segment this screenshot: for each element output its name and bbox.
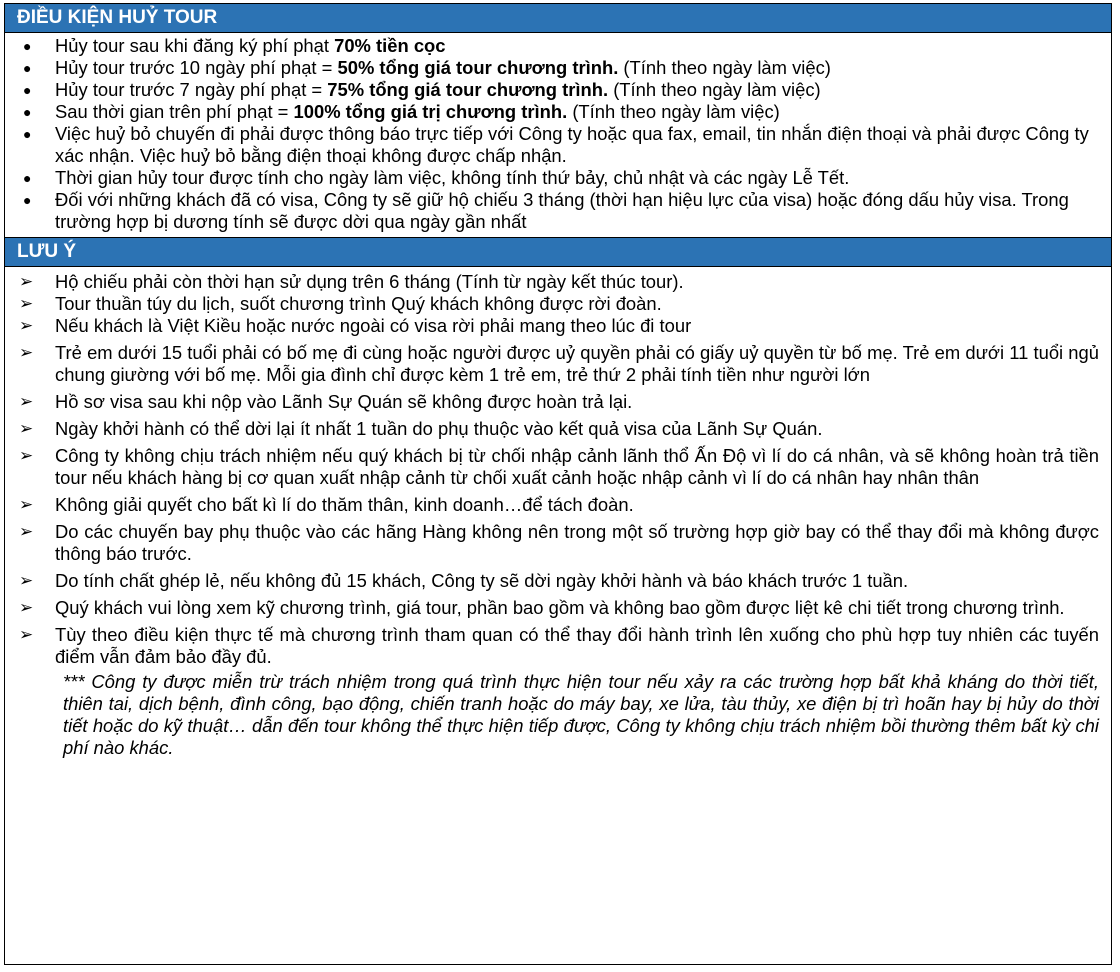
list-item [5,597,1111,619]
list-item [5,521,1111,565]
item-bold-text: 100% tổng giá trị chương trình. [293,101,568,122]
item-text: Thời gian hủy tour được tính cho ngày làm việc, không tính thứ bảy, chủ nhật và các ngày Lễ Tết. [55,167,850,188]
bullet-icon: ● [23,192,32,208]
item-text: Hủy tour trước 10 ngày phí phạt = [55,57,338,78]
item-bold-text: 50% tổng giá tour chương trình. [337,57,619,78]
list-item [5,494,1111,516]
item-text: Đối với những khách đã có visa, Công ty sẽ giữ hộ chiếu 3 tháng (thời hạn hiệu lực của visa) hoặc đóng dấu hủy visa. Trong trường hợp bị dương tính sẽ được dời qua ngày gần nhất [55,189,1069,232]
arrow-bullet-icon: ➢ [19,446,34,465]
section-header-cancellation: ĐIỀU KIỆN HUỶ TOUR [5,4,1111,33]
arrow-bullet-icon: ➢ [19,419,34,438]
bullet-icon: ● [23,38,32,54]
section-header-notes: LƯU Ý [5,237,1111,267]
cancellation-list [5,33,1111,237]
list-item [5,570,1111,592]
item-text: Do các chuyến bay phụ thuộc vào các hãng Hàng không nên trong một số trường hợp giờ bay có thể thay đổi mà không được thông báo trước. [55,521,1099,564]
list-item [5,57,1111,79]
list-item [5,189,1111,233]
bullet-icon: ● [23,82,32,98]
item-text: Ngày khởi hành có thể dời lại ít nhất 1 tuần do phụ thuộc vào kết quả visa của Lãnh Sự Quán. [55,418,823,439]
item-text: Hủy tour trước 7 ngày phí phạt = [55,79,328,100]
list-item [5,167,1111,189]
item-text: Không giải quyết cho bất kì lí do thăm thân, kinh doanh…để tách đoàn. [55,494,634,515]
list-item [5,35,1111,57]
list-item [5,445,1111,489]
bullet-icon: ● [23,170,32,186]
list-item [5,342,1111,386]
list-item [5,123,1111,167]
arrow-bullet-icon: ➢ [19,522,34,541]
item-text: Tour thuần túy du lịch, suốt chương trình Quý khách không được rời đoàn. [55,293,662,314]
list-item [5,101,1111,123]
arrow-bullet-icon: ➢ [19,272,34,291]
bullet-icon: ● [23,104,32,120]
item-text: (Tính theo ngày làm việc) [567,101,780,122]
list-item [5,418,1111,440]
list-item [5,293,1111,315]
item-text: Hủy tour sau khi đăng ký phí phạt [55,35,335,56]
item-text: (Tính theo ngày làm việc) [618,57,831,78]
arrow-bullet-icon: ➢ [19,343,34,362]
item-text: Sau thời gian trên phí phạt = [55,101,294,122]
document-box [4,3,1112,965]
item-text: Quý khách vui lòng xem kỹ chương trình, giá tour, phần bao gồm và không bao gồm được liệt kê chi tiết trong chương trình. [55,597,1065,618]
item-text: Nếu khách là Việt Kiều hoặc nước ngoài có visa rời phải mang theo lúc đi tour [55,315,692,336]
list-item [5,315,1111,337]
item-text: Tùy theo điều kiện thực tế mà chương trình tham quan có thể thay đổi hành trình lên xuống cho phù hợp tuy nhiên các tuyến điểm vẫn đảm bảo đầy đủ. [55,624,1099,667]
list-item [5,271,1111,293]
item-bold-text: 75% tổng giá tour chương trình. [327,79,609,100]
arrow-bullet-icon: ➢ [19,316,34,335]
bullet-icon: ● [23,60,32,76]
arrow-bullet-icon: ➢ [19,495,34,514]
arrow-bullet-icon: ➢ [19,598,34,617]
item-bold-text: 70% tiền cọc [334,35,446,56]
list-item [5,79,1111,101]
bullet-icon: ● [23,126,32,142]
arrow-bullet-icon: ➢ [19,571,34,590]
list-item [5,391,1111,413]
item-text: Việc huỷ bỏ chuyến đi phải được thông báo trực tiếp với Công ty hoặc qua fax, email, tin nhắn điện thoại và phải được Công ty xác nhận. Việc huỷ bỏ bằng điện thoại không được chấp nhận. [55,123,1089,166]
disclaimer-note: *** Công ty được miễn trừ trách nhiệm trong quá trình thực hiện tour nếu xảy ra các trường hợp bất khả kháng do thời tiết, thiên tai, dịch bệnh, đình công, bạo động, chiến tranh hoặc do máy bay, xe lửa, tàu thủy, xe điện bị trì hoãn hay bị hủy do thời tiết hoặc do kỹ thuật… dẫn đến tour không thể thực hiện tiếp được, Công ty không chịu trách nhiệm bồi thường thêm bất kỳ chi phí nào khác. [63,671,1099,758]
item-text: Trẻ em dưới 15 tuổi phải có bố mẹ đi cùng hoặc người được uỷ quyền phải có giấy uỷ quyền từ bố mẹ. Trẻ em dưới 11 tuổi ngủ chung giường với bố mẹ. Mỗi gia đình chỉ được kèm 1 trẻ em, trẻ thứ 2 phải tính tiền như người lớn [55,342,1099,385]
arrow-bullet-icon: ➢ [19,392,34,411]
arrow-bullet-icon: ➢ [19,294,34,313]
arrow-bullet-icon: ➢ [19,625,34,644]
list-item [5,624,1111,668]
item-text: Hộ chiếu phải còn thời hạn sử dụng trên 6 tháng (Tính từ ngày kết thúc tour). [55,271,684,292]
item-text: (Tính theo ngày làm việc) [608,79,821,100]
item-text: Hồ sơ visa sau khi nộp vào Lãnh Sự Quán sẽ không được hoàn trả lại. [55,391,633,412]
notes-list [5,267,1111,759]
item-text: Do tính chất ghép lẻ, nếu không đủ 15 khách, Công ty sẽ dời ngày khởi hành và báo khách trước 1 tuần. [55,570,909,591]
item-text: Công ty không chịu trách nhiệm nếu quý khách bị từ chối nhập cảnh lãnh thổ Ấn Độ vì lí do cá nhân, và sẽ không hoàn trả tiền tour nếu khách hàng bị cơ quan xuất nhập cảnh từ chối xuất cảnh hoặc nhập cảnh vì lí do cá nhân hay nhân thân [55,445,1099,488]
